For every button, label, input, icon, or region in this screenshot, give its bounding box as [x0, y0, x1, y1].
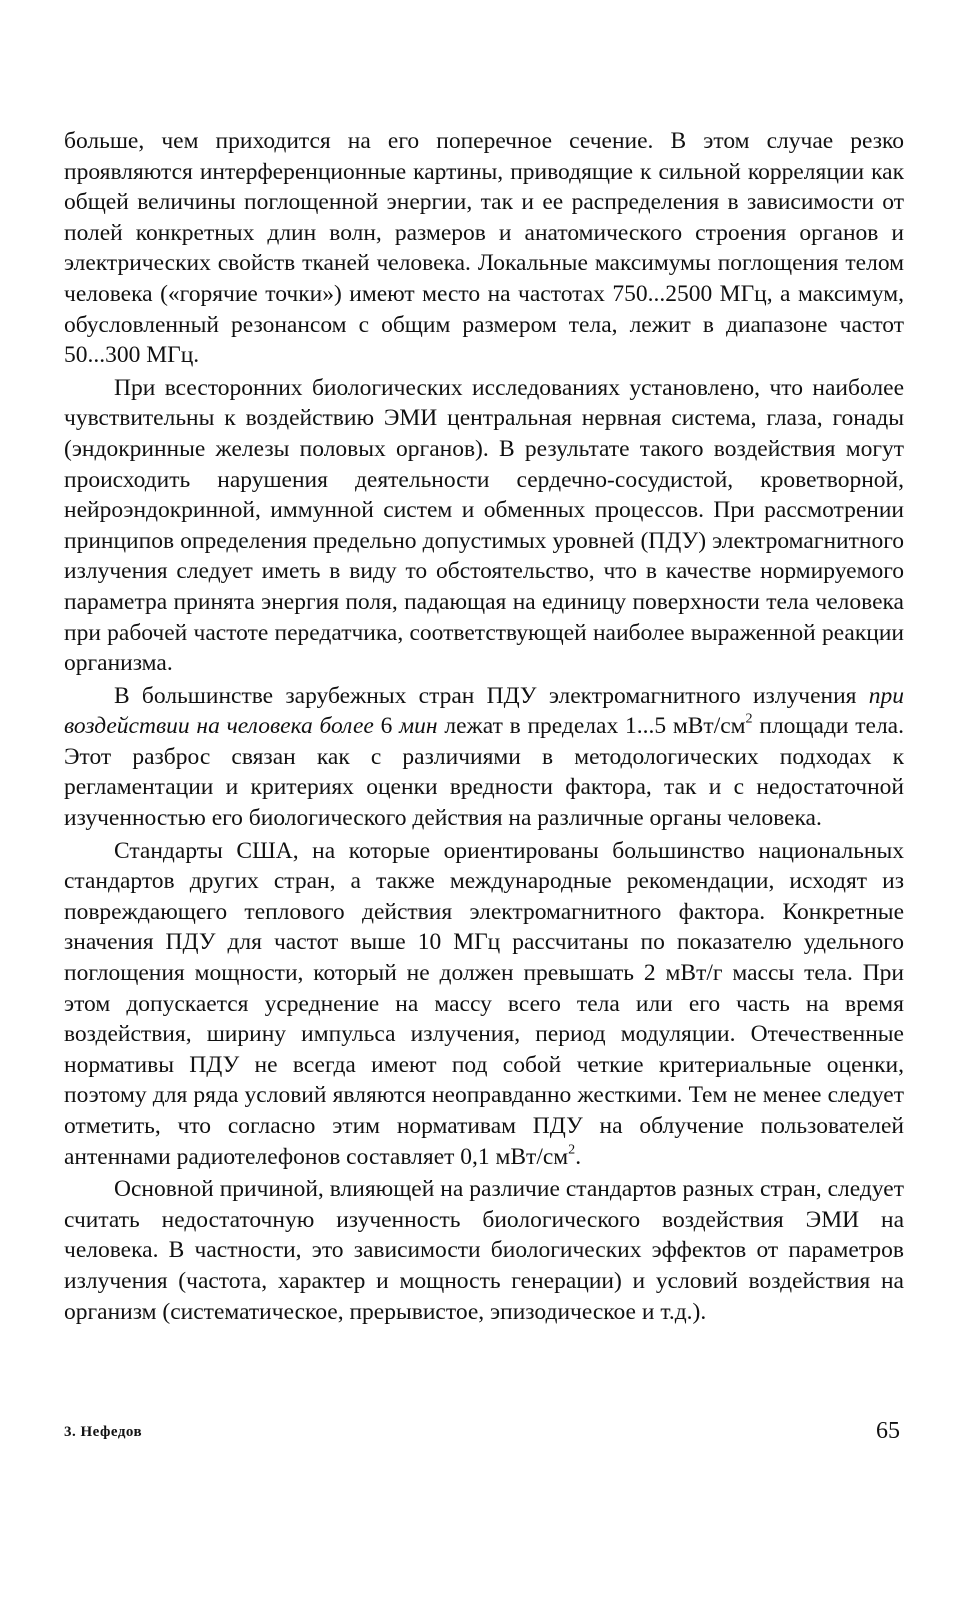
text-segment: .	[575, 1143, 582, 1170]
page-body	[64, 126, 904, 1327]
italic-segment: при воздействии на человека более	[64, 682, 904, 740]
signature-mark: 3. Нефедов	[64, 1424, 143, 1440]
text-segment: В большинстве зарубежных стран ПДУ электромагнитного излучения	[114, 682, 869, 709]
superscript: 2	[568, 1141, 576, 1158]
text-segment: лежат в пределах 1...5 мВт/см	[437, 713, 746, 740]
text-segment: площади тела. Этот разброс связан как с различиями в методологических подходах к регламентации и критериях оценки вредности фактора, так и с недостаточной изученностью его биологического действия на различные органы человека.	[64, 713, 904, 832]
page-number: 65	[876, 1418, 900, 1444]
superscript: 2	[745, 710, 753, 727]
text-segment: 6	[373, 713, 400, 740]
page-footer	[64, 1418, 904, 1458]
text-segment: Стандарты США, на которые ориентированы большинство национальных стандартов других стран, а также международные рекомендации, исходят из повреждающего теплового действия электромагнитного фактора. Конкретные значения ПДУ для частот выше 10 МГц рассчитаны по показателю удельного поглощения мощности, который не должен превышать 2 мВт/г массы тела. При этом допускается усреднение на массу всего тела или его часть на время воздействия, ширину импульса излучения, период модуляции. Отечественные нормативы ПДУ не всегда имеют под собой четкие критериальные оценки, поэтому для ряда условий являются неоправданно жесткими. Тем не менее следует отметить, что согласно этим нормативам ПДУ на облучение пользователей антеннами радиотелефонов составляет 0,1 мВт/см	[64, 837, 904, 1170]
paragraph-main-reason: Основной причиной, влияющей на различие стандартов разных стран, следует считать недостаточную изученность биологического воздействия ЭМИ на человека. В частности, это зависимости биологических эффектов от параметров излучения (частота, характер и мощность генерации) и условий воздействия на организм (систематическое, прерывистое, эпизодическое и т.д.).	[64, 1176, 904, 1325]
paragraph-sensitivity: При всесторонних биологических исследованиях установлено, что наиболее чувствительны к воздействию ЭМИ центральная нервная система, глаза, гонады (эндокринные железы половых органов). В результате такого воздействия могут происходить нарушения деятельности сердечно-сосудистой, кроветворной, нейроэндокринной, иммунной систем и обменных процессов. При рассмотрении принципов определения предельно допустимых уровней (ПДУ) электромагнитного излучения следует иметь в виду то обстоятельство, что в качестве нормируемого параметра принята энергия поля, падающая на единицу поверхности тела человека при рабочей частоте передатчика, соответствующей наиболее выраженной реакции организма.	[64, 374, 904, 677]
paragraph-usa-standards	[64, 836, 904, 1173]
paragraph-foreign-standards	[64, 681, 904, 834]
italic-segment: мин	[399, 713, 438, 740]
paragraph-continuation: больше, чем приходится на его поперечное сечение. В этом случае резко проявляются интерференционные картины, приводящие к сильной корреляции как общей величины поглощенной энергии, так и ее распределения в зависимости от полей конкретных длин волн, размеров и анатомического строения органов и электрических свойств тканей человека. Локальные максимумы поглощения телом человека («горячие точки») имеют место на частотах 750...2500 МГц, а максимум, обусловленный резонансом с общим размером тела, лежит в диапазоне частот 50...300 МГц.	[64, 128, 904, 369]
